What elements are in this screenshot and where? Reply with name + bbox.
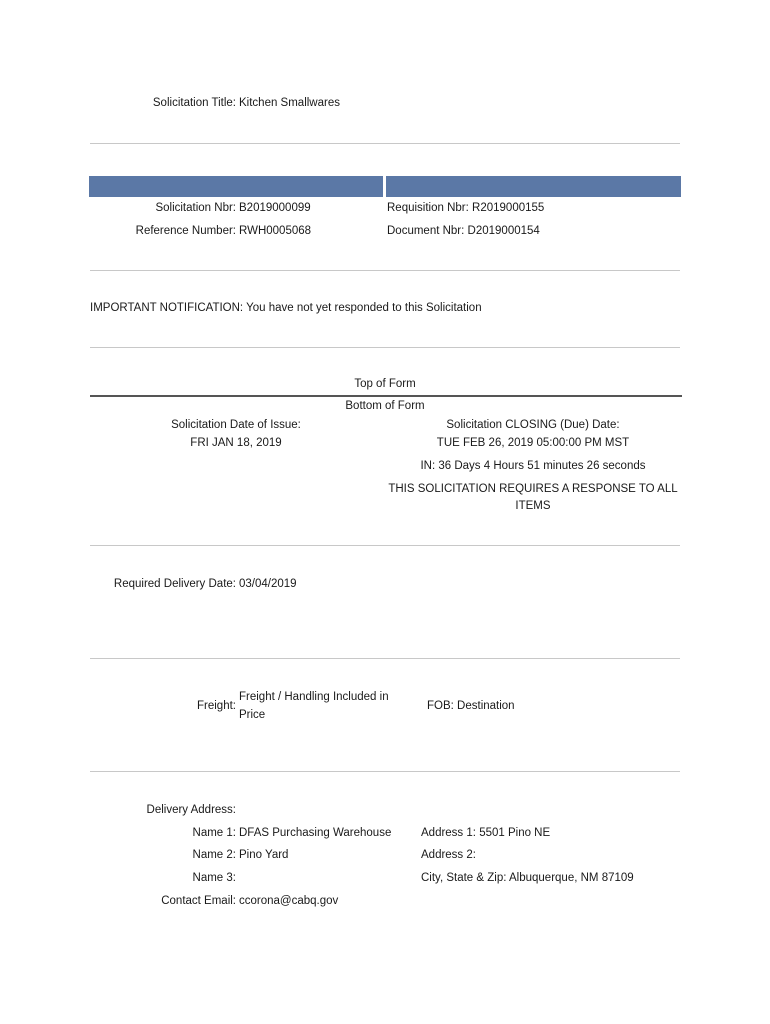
important-notification: IMPORTANT NOTIFICATION: You have not yet responded to this Solicitation bbox=[90, 302, 482, 314]
closing-countdown: IN: 36 Days 4 Hours 51 minutes 26 seconds bbox=[420, 460, 646, 472]
fob-label: FOB: bbox=[427, 700, 454, 712]
form-separator bbox=[90, 395, 682, 397]
contact-email-value: ccorona@cabq.gov bbox=[239, 895, 339, 907]
address2 bbox=[421, 849, 476, 861]
address1 bbox=[421, 827, 550, 839]
name1-label: Name 1: bbox=[192, 827, 236, 839]
document-nbr bbox=[387, 225, 540, 237]
divider bbox=[90, 347, 680, 348]
address2-label: Address 2: bbox=[421, 849, 476, 861]
fob-value: Destination bbox=[457, 700, 515, 712]
freight-label: Freight: bbox=[197, 700, 236, 712]
delivery-date-label: Required Delivery Date: bbox=[113, 578, 236, 590]
name2-label: Name 2: bbox=[192, 849, 236, 861]
header-band-right bbox=[386, 176, 681, 197]
document-nbr-value: D2019000154 bbox=[467, 225, 540, 237]
solicitation-title-value: Kitchen Smallwares bbox=[239, 97, 340, 109]
issue-date-value: FRI JAN 18, 2019 bbox=[190, 437, 282, 449]
requisition-nbr-value: R2019000155 bbox=[472, 202, 545, 214]
closing-date-value: TUE FEB 26, 2019 05:00:00 PM MST bbox=[436, 437, 630, 449]
divider bbox=[90, 545, 680, 546]
freight-value-line2: Price bbox=[239, 709, 266, 721]
divider bbox=[90, 143, 680, 144]
response-requirement-line1: THIS SOLICITATION REQUIRES A RESPONSE TO ALL bbox=[388, 483, 678, 495]
divider bbox=[90, 658, 680, 659]
delivery-date-value: 03/04/2019 bbox=[239, 578, 297, 590]
closing-date-label: Solicitation CLOSING (Due) Date: bbox=[446, 419, 620, 431]
name1-value: DFAS Purchasing Warehouse bbox=[239, 827, 392, 839]
divider bbox=[90, 771, 680, 772]
requisition-nbr-label: Requisition Nbr: bbox=[387, 202, 469, 214]
delivery-address-heading: Delivery Address: bbox=[146, 804, 236, 816]
response-requirement-line2: ITEMS bbox=[515, 500, 551, 512]
fob bbox=[427, 700, 515, 712]
top-of-form: Top of Form bbox=[354, 378, 416, 390]
city-value: Albuquerque, NM 87109 bbox=[509, 872, 634, 884]
issue-date-label: Solicitation Date of Issue: bbox=[171, 419, 301, 431]
name3-label: Name 3: bbox=[192, 872, 236, 884]
solicitation-nbr-value: B2019000099 bbox=[239, 202, 311, 214]
reference-number-value: RWH0005068 bbox=[239, 225, 312, 237]
address1-value: 5501 Pino NE bbox=[479, 827, 551, 839]
city-state-zip bbox=[421, 872, 634, 884]
header-band-left bbox=[89, 176, 383, 197]
bottom-of-form: Bottom of Form bbox=[345, 400, 425, 412]
address1-label: Address 1: bbox=[421, 827, 476, 839]
solicitation-nbr-label: Solicitation Nbr: bbox=[155, 202, 236, 214]
solicitation-title-label: Solicitation Title: bbox=[152, 97, 236, 109]
reference-number-label: Reference Number: bbox=[135, 225, 236, 237]
city-label: City, State & Zip: bbox=[421, 872, 507, 884]
contact-email-label: Contact Email: bbox=[161, 895, 236, 907]
divider bbox=[90, 270, 680, 271]
name2-value: Pino Yard bbox=[239, 849, 289, 861]
freight-value-line1: Freight / Handling Included in bbox=[239, 691, 389, 703]
requisition-nbr bbox=[387, 202, 544, 214]
document-nbr-label: Document Nbr: bbox=[387, 225, 465, 237]
